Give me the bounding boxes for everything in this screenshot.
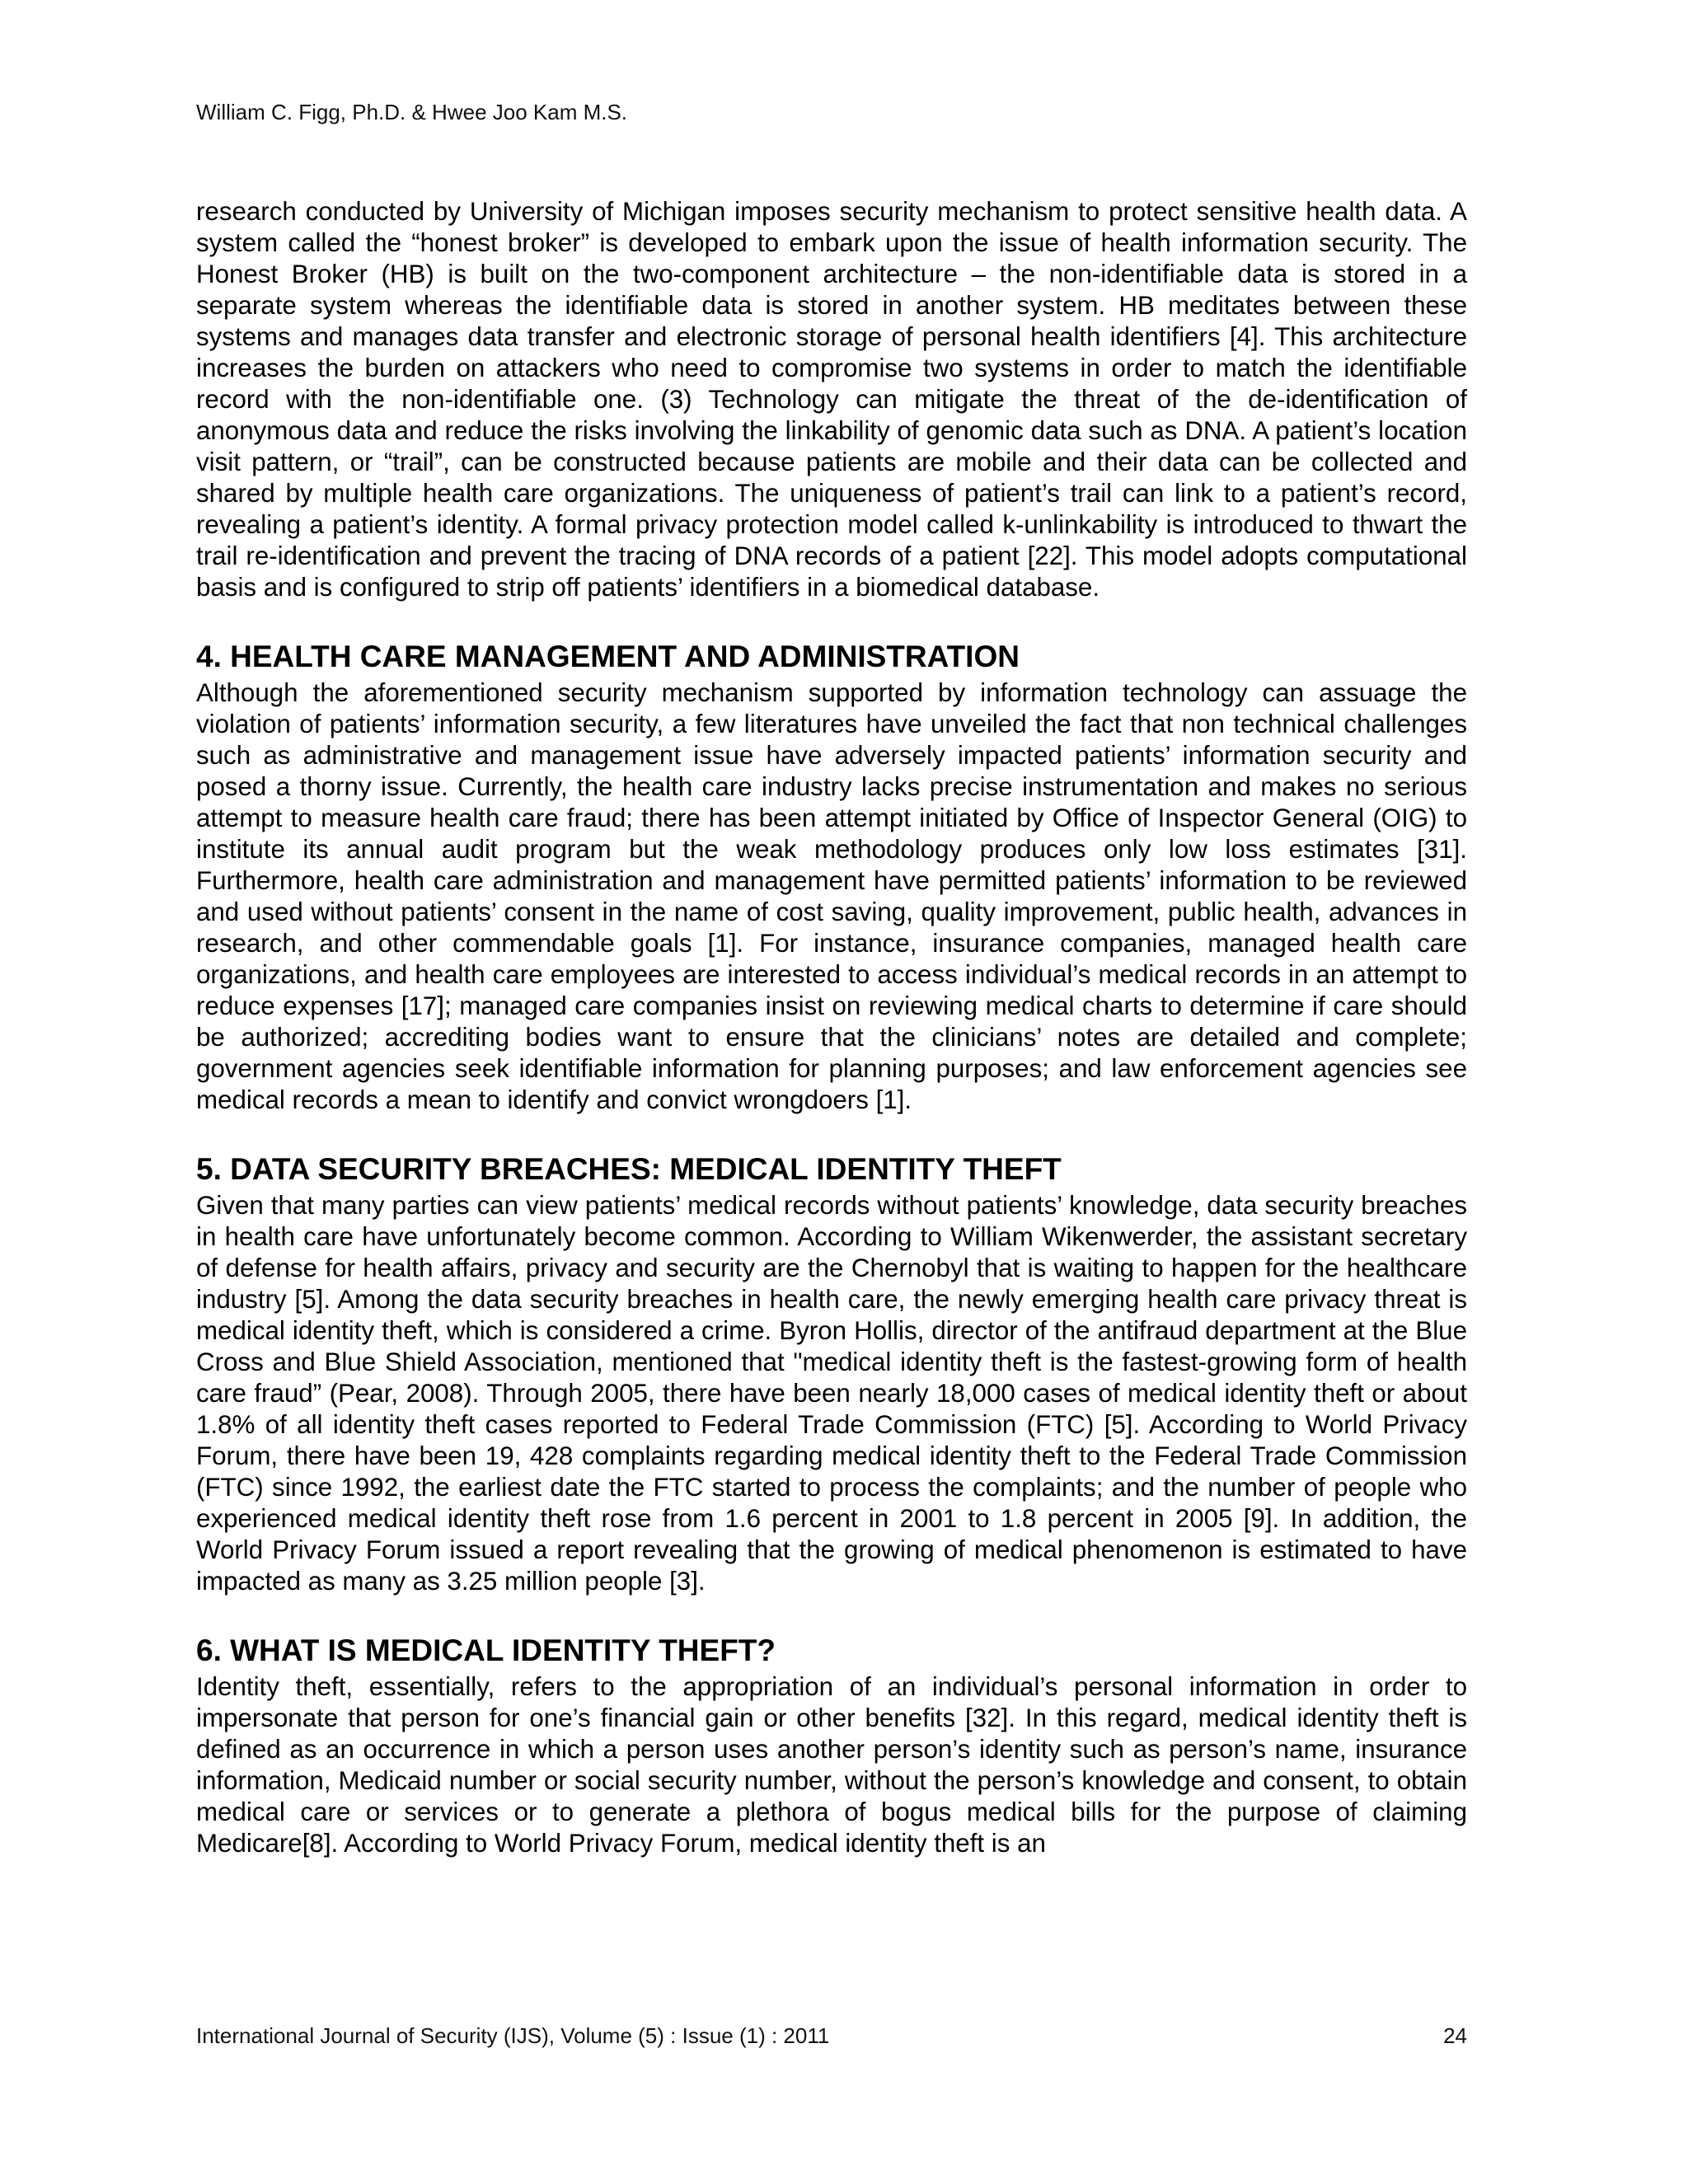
intro-paragraph: research conducted by University of Michigan imposes security mechanism to protect sensitive health data. A system called the “honest broker” is developed to embark upon the issue of health information security. The Honest Broker (HB) is built on the two-component architecture – the non-identifiable data is stored in a separate system whereas the identifiable data is stored in another system. HB meditates between these systems and manages data transfer and electronic storage of personal health identifiers [4]. This architecture increases the burden on attackers who need to compromise two systems in order to match the identifiable record with the non-identifiable one. (3) Technology can mitigate the threat of the de-identification of anonymous data and reduce the risks involving the linkability of genomic data such as DNA. A patient’s location visit pattern, or “trail”, can be constructed because patients are mobile and their data can be collected and shared by multiple health care organizations. The uniqueness of patient’s trail can link to a patient’s record, revealing a patient’s identity. A formal privacy protection model called k-unlinkability is introduced to thwart the trail re-identification and prevent the tracing of DNA records of a patient [22]. This model adopts computational basis and is configured to strip off patients’ identifiers in a biomedical database. xyxy=(196,197,1467,602)
section-4-paragraph: Although the aforementioned security mechanism supported by information technology can assuage the violation of patients’ information security, a few literatures have unveiled the fact that non technical challenges such as administrative and management issue have adversely impacted patients’ information security and posed a thorny issue. Currently, the health care industry lacks precise instrumentation and makes no serious attempt to measure health care fraud; there has been attempt initiated by Office of Inspector General (OIG) to institute its annual audit program but the weak methodology produces only low loss estimates [31]. Furthermore, health care administration and management have permitted patients’ information to be reviewed and used without patients’ consent in the name of cost saving, quality improvement, public health, advances in research, and other commendable goals [1]. For instance, insurance companies, managed health care organizations, and health care employees are interested to access individual’s medical records in an attempt to reduce expenses [17]; managed care companies insist on reviewing medical charts to determine if care should be authorized; accrediting bodies want to ensure that the clinicians’ notes are detailed and complete; government agencies seek identifiable information for planning purposes; and law enforcement agencies see medical records a mean to identify and convict wrongdoers [1]. xyxy=(196,678,1467,1114)
section-4-heading: 4. HEALTH CARE MANAGEMENT AND ADMINISTRATION xyxy=(196,640,1020,673)
section-5-heading: 5. DATA SECURITY BREACHES: MEDICAL IDENTITY THEFT xyxy=(196,1152,1062,1186)
article-body xyxy=(196,196,1467,1859)
page-number: 24 xyxy=(1443,2023,1467,2048)
section-6-heading: 6. WHAT IS MEDICAL IDENTITY THEFT? xyxy=(196,1633,776,1667)
section-6-paragraph: Identity theft, essentially, refers to the appropriation of an individual’s personal information in order to impersonate that person for one’s financial gain or other benefits [32]. In this regard, medical identity theft is defined as an occurrence in which a person uses another person’s identity such as person’s name, insurance information, Medicaid number or social security number, without the person’s knowledge and consent, to obtain medical care or services or to generate a plethora of bogus medical bills for the purpose of claiming Medicare[8]. According to World Privacy Forum, medical identity theft is an xyxy=(196,1672,1467,1858)
page-footer xyxy=(196,2022,1467,2049)
section-5-paragraph: Given that many parties can view patients’ medical records without patients’ knowledge, data security breaches in health care have unfortunately become common. According to William Wikenwerder, the assistant secretary of defense for health affairs, privacy and security are the Chernobyl that is waiting to happen for the healthcare industry [5]. Among the data security breaches in health care, the newly emerging health care privacy threat is medical identity theft, which is considered a crime. Byron Hollis, director of the antifraud department at the Blue Cross and Blue Shield Association, mentioned that "medical identity theft is the fastest-growing form of health care fraud” (Pear, 2008). Through 2005, there have been nearly 18,000 cases of medical identity theft or about 1.8% of all identity theft cases reported to Federal Trade Commission (FTC) [5]. According to World Privacy Forum, there have been 19, 428 complaints regarding medical identity theft to the Federal Trade Commission (FTC) since 1992, the earliest date the FTC started to process the complaints; and the number of people who experienced medical identity theft rose from 1.6 percent in 2001 to 1.8 percent in 2005 [9]. In addition, the World Privacy Forum issued a report revealing that the growing of medical phenomenon is estimated to have impacted as many as 3.25 million people [3]. xyxy=(196,1191,1467,1596)
running-head: William C. Figg, Ph.D. & Hwee Joo Kam M.S. xyxy=(196,100,628,124)
journal-citation: International Journal of Security (IJS), Volume (5) : Issue (1) : 2011 xyxy=(196,2023,830,2048)
